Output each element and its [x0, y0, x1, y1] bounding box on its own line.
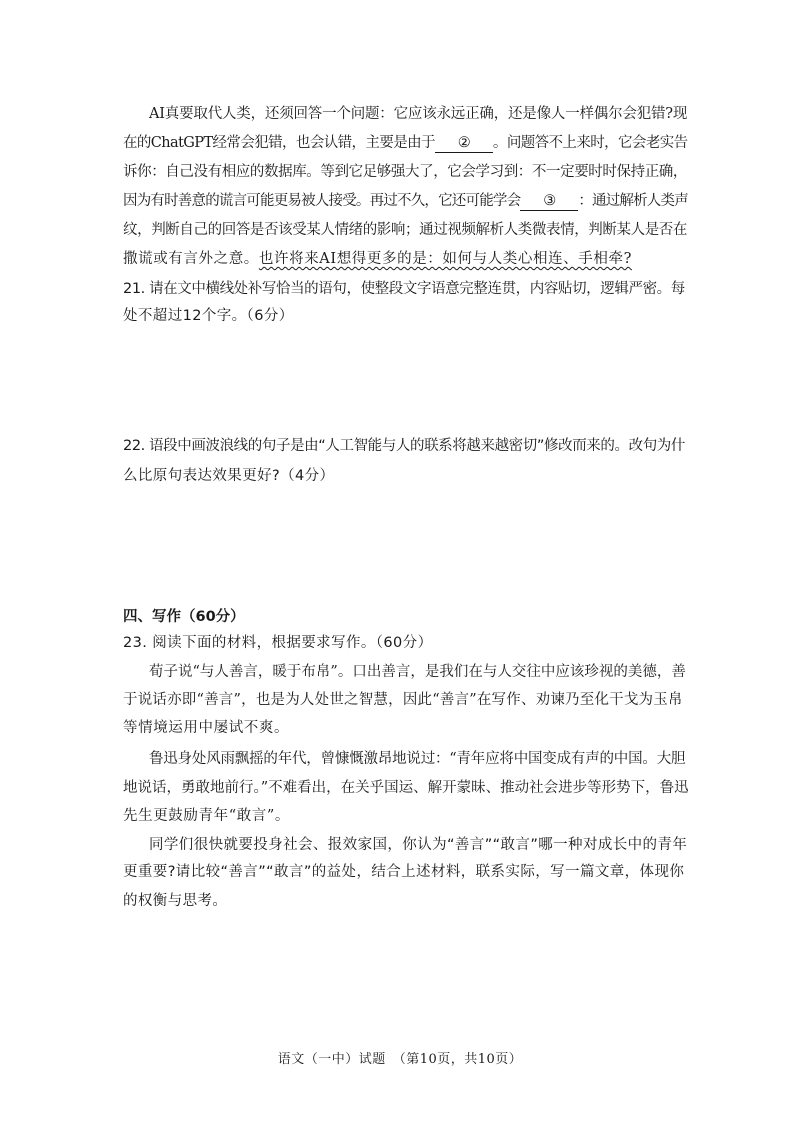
- passage-line-1: AI真要取代人类，还须回答一个问题：它应该永远正确，还是像人一样偶尔会犯错?现: [149, 106, 688, 122]
- question-21-line-1: 21. 请在文中横线处补写恰当的语句，使整段文字语意完整连贯，内容贴切，逻辑严密。每: [123, 281, 685, 297]
- material-p1-line-1: 荀子说“与人善言，暖于布帛”。口出善言，是我们在与人交往中应该珍视的美德，善: [149, 664, 686, 680]
- passage-line-5: 纹，判断自己的回答是否该受某人情绪的影响；通过视频解析人类微表情，判断某人是否在: [123, 222, 687, 238]
- material-p2-line-1: 鲁迅身处风雨飘摇的年代，曾慷慨激昂地说过：“青年应将中国变成有声的中国。大胆: [149, 751, 686, 767]
- passage-line-4: 因为有时善意的谎言可能更易被人接受。再过不久，它还可能学会 ③ ：通过解析人类声: [123, 193, 688, 209]
- material-p1-line-2: 于说话亦即“善言”，也是为人处世之智慧，因此“善言”在写作、劝谏乃至化干戈为玉帛: [123, 692, 683, 708]
- material-p3-line-3: 的权衡与思考。: [123, 893, 228, 909]
- question-22-line-2: 么比原句表达效果更好?（4分）: [123, 468, 335, 484]
- question-23-prompt: 23. 阅读下面的材料，根据要求写作。（60分）: [123, 635, 433, 651]
- blank-2: ②: [435, 134, 493, 153]
- page-footer: 语文（一中）试题 （第10页，共10页）: [277, 1052, 523, 1067]
- passage-line-6: 撒谎或有言外之意。也许将来AI想得更多的是：如何与人类心相连、手相牵?: [123, 251, 632, 267]
- blank-3: ③: [520, 192, 578, 211]
- material-p2-line-3: 先生更鼓励青年“敢言”。: [123, 808, 291, 824]
- question-22-line-1: 22. 语段中画波浪线的句子是由“人工智能与人的联系将越来越密切”修改而来的。改句为什: [123, 438, 685, 454]
- wavy-underlined-sentence: 也许将来AI想得更多的是：如何与人类心相连、手相牵?: [258, 251, 632, 267]
- material-p1-line-3: 等情境运用中屡试不爽。: [123, 720, 290, 736]
- material-p2-line-2: 地说话，勇敢地前行。”不难看出，在关乎国运、解开蒙昧、推动社会进步等形势下，鲁迅: [123, 780, 689, 796]
- section-heading: 四、写作（60分）: [123, 609, 245, 625]
- passage-line-3: 诉你：自己没有相应的数据库。等到它足够强大了，它会学习到：不一定要时时保持正确，: [123, 164, 687, 180]
- passage-line-2: 在的ChatGPT经常会犯错，也会认错，主要是由于 ② 。问题答不上来时，它会老实告: [123, 135, 688, 151]
- material-p3-line-1: 同学们很快就要投身社会、报效家国，你认为“善言”“敢言”哪一种对成长中的青年: [149, 837, 688, 853]
- question-21-line-2: 处不超过12个字。（6分）: [123, 308, 294, 324]
- material-p3-line-2: 更重要?请比较“善言”“敢言”的益处，结合上述材料，联系实际，写一篇文章，体现你: [123, 864, 685, 880]
